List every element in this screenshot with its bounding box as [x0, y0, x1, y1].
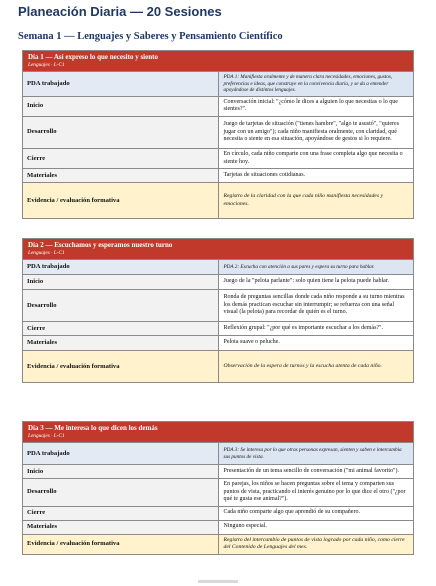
row-label-cierre: Cierre	[23, 148, 219, 168]
row-label-desarrollo: Desarrollo	[23, 290, 219, 322]
desarrollo-text: Juego de tarjetas de situación ("tienes hambre", "algo te asustó", "quieres jugar con un amigo"); cada niño manifiesta oralmente, con claridad, qué necesita o siente en esa situación, apoyándose de gestos si lo requiere.	[218, 116, 414, 148]
row-label-inicio: Inicio	[23, 465, 219, 479]
session-table-2	[22, 238, 414, 383]
session-table-1	[22, 50, 414, 219]
cierre-text: Cada niño comparte algo que aprendió de su compañero.	[218, 506, 414, 520]
page-title: Planeación Diaria — 20 Sesiones	[18, 4, 222, 19]
row-label-pda: PDA trabajado	[23, 260, 219, 275]
session-subtitle: Lenguajes · L-C1	[28, 62, 65, 68]
pda-text: PDA 3: Se interesa por lo que otras personas expresan, sienten y saben e intercambia sus puntos de vista.	[218, 443, 414, 465]
inicio-text: Presentación de un tema sencillo de conversación ("mi animal favorito").	[218, 465, 414, 479]
evidencia-text: Registro del intercambio de puntos de vista logrado por cada niño, como cierre del Contenido de Lenguajes del mes.	[218, 534, 414, 554]
materiales-text: Pelota suave o peluche.	[218, 336, 414, 351]
materiales-text: Ninguno especial.	[218, 520, 414, 534]
session-title: Día 2 — Escuchamos y esperamos nuestro turno	[28, 241, 173, 249]
row-label-cierre: Cierre	[23, 506, 219, 520]
session-title: Día 3 — Me interesa lo que dicen los demás	[28, 424, 158, 432]
cierre-text: Reflexión grupal: "¿por qué es importante escuchar a los demás?".	[218, 322, 414, 336]
week-title: Semana 1 — Lenguajes y Saberes y Pensamiento Científico	[18, 31, 283, 42]
row-label-cierre: Cierre	[23, 322, 219, 336]
row-label-evidencia: Evidencia / evaluación formativa	[23, 534, 219, 554]
session-title: Día 1 — Así expreso lo que necesito y siento	[28, 53, 158, 61]
row-label-pda: PDA trabajado	[23, 72, 219, 97]
desarrollo-text: Ronda de preguntas sencillas donde cada niño responde a su turno mientras los demás practican escuchar sin interrumpir; se refuerza con una señal visual (la pelota) para recordar de quién es el turno.	[218, 290, 414, 322]
session-header	[23, 51, 414, 72]
session-table-3	[22, 421, 414, 555]
row-label-materiales: Materiales	[23, 520, 219, 534]
desarrollo-text: En parejas, los niños se hacen preguntas sobre el tema y comparten sus puntos de vista, practicando el interés genuino por lo que dice el otro ("¿por qué te gusta ese animal?").	[218, 479, 414, 507]
evidencia-text: Observación de la espera de turnos y la escucha atenta de cada niño.	[218, 351, 414, 383]
page-footer-mark	[198, 580, 238, 583]
row-label-inicio: Inicio	[23, 275, 219, 290]
row-label-inicio: Inicio	[23, 96, 219, 116]
row-label-desarrollo: Desarrollo	[23, 479, 219, 507]
session-header	[23, 239, 414, 260]
pda-text: PDA 1: Manifiesta oralmente y de manera clara necesidades, emociones, gustos, preferencias e ideas, que construye en la convivencia diaria, y se da a entender apoyándose de distintos lenguajes.	[218, 72, 414, 97]
row-label-pda: PDA trabajado	[23, 443, 219, 465]
cierre-text: En círculo, cada niño comparte con una frase completa algo que necesita o siente hoy.	[218, 148, 414, 168]
session-header	[23, 422, 414, 443]
inicio-text: Juego de la "pelota parlante": solo quien tiene la pelota puede hablar.	[218, 275, 414, 290]
row-label-desarrollo: Desarrollo	[23, 116, 219, 148]
row-label-materiales: Materiales	[23, 169, 219, 183]
row-label-evidencia: Evidencia / evaluación formativa	[23, 183, 219, 219]
evidencia-text: Registro de la claridad con la que cada niño manifiesta necesidades y emociones.	[218, 183, 414, 219]
session-subtitle: Lenguajes · L-C1	[28, 250, 65, 256]
session-subtitle: Lenguajes · L-C1	[28, 433, 65, 439]
inicio-text: Conversación inicial: "¿cómo le dices a alguien lo que necesitas o lo que sientes?".	[218, 96, 414, 116]
row-label-evidencia: Evidencia / evaluación formativa	[23, 351, 219, 383]
materiales-text: Tarjetas de situaciones cotidianas.	[218, 169, 414, 183]
row-label-materiales: Materiales	[23, 336, 219, 351]
pda-text: PDA 2: Escucha con atención a sus pares y espera su turno para hablar.	[218, 260, 414, 275]
